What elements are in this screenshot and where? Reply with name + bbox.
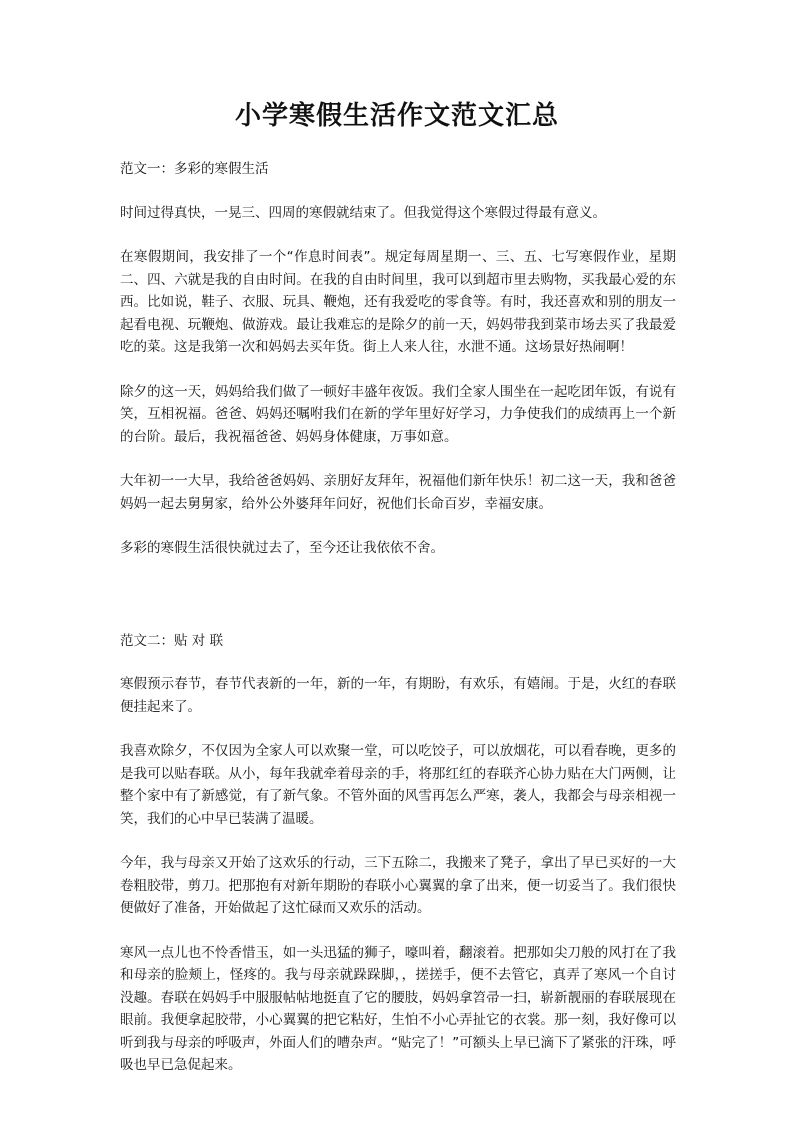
essay-one-paragraph: 在寒假期间，我安排了一个“作息时间表”。规定每周星期一、三、五、七写寒假作业，星期二、四、六就是我的自由时间。在我的自由时间里，我可以到超市里去购物，买我最心爱的东西。比如说，鞋子、衣服、玩具、鞭炮，还有我爱吃的零食等。有时，我还喜欢和别的朋友一起看电视、玩鞭炮、做游戏。最让我难忘的是除夕的前一天，妈妈带我到菜市场去买了我最爱吃的菜。这是我第一次和妈妈去买年货。街上人来人往，水泄不通。这场景好热闹啊！ (120, 249, 676, 355)
essay-two (120, 630, 676, 1077)
essay-two-paragraph: 寒风一点儿也不怜香惜玉，如一头迅猛的狮子，嚎叫着，翻滚着。把那如尖刀般的风打在了我和母亲的脸颊上，怪疼的。我与母亲就跺跺脚，，搓搓手，便不去管它，真弄了寒风一个自讨没趣。春联在妈妈手中服服帖帖地挺直了它的腰肢，妈妈拿笤帚一扫，崭新靓丽的春联展现在眼前。我便拿起胶带，小心翼翼的把它粘好，生怕不小心弄扯它的衣裳。那一刻，我好像可以听到我与母亲的呼吸声，外面人们的嘈杂声。“贴完了！”可额头上早已滴下了紧张的汗珠，呼吸也早已急促起来。 (120, 944, 676, 1073)
essay-two-paragraph: 今年，我与母亲又开始了这欢乐的行动，三下五除二，我搬来了凳子，拿出了早已买好的一大卷粗胶带，剪刀。把那抱有对新年期盼的春联小心翼翼的拿了出来，便一切妥当了。我们很快便做好了准备，开始做起了这忙碌而又欢乐的活动。 (120, 855, 676, 916)
essay-one-paragraph: 大年初一一大早，我给爸爸妈妈、亲朋好友拜年，祝福他们新年快乐！初二这一天，我和爸爸妈妈一起去舅舅家，给外公外婆拜年问好，祝他们长命百岁，幸福安康。 (120, 473, 676, 512)
document-title: 小学寒假生活作文范文汇总 (234, 101, 559, 131)
essay-two-paragraph: 寒假预示春节，春节代表新的一年，新的一年，有期盼，有欢乐，有嬉闹。于是，火红的春联便挂起来了。 (120, 676, 676, 715)
essay-two-heading: 范文二：贴 对 联 (120, 632, 224, 649)
section-gap (120, 582, 676, 630)
essay-two-paragraph: 我喜欢除夕，不仅因为全家人可以欢聚一堂，可以吃饺子，可以放烟花，可以看春晚，更多的是我可以贴春联。从小，每年我就牵着母亲的手，将那红红的春联齐心协力贴在大门两侧，让整个家中有了新感觉，有了新气象。不管外面的风雪再怎么严寒，袭人，我都会与母亲相视一笑，我们的心中早已装满了温暖。 (120, 743, 676, 827)
essay-one-paragraph: 除夕的这一天，妈妈给我们做了一顿好丰盛年夜饭。我们全家人围坐在一起吃团年饭，有说有笑，互相祝福。爸爸、妈妈还嘱咐我们在新的学年里好好学习，力争使我们的成绩再上一个新的台阶。最后，我祝福爸爸、妈妈身体健康，万事如意。 (120, 383, 676, 445)
document-body (120, 158, 676, 1099)
essay-one-heading: 范文一：多彩的寒假生活 (120, 161, 269, 177)
essay-one-paragraph: 时间过得真快，一晃三、四周的寒假就结束了。但我觉得这个寒假过得最有意义。 (120, 204, 606, 221)
essay-one (120, 158, 676, 560)
essay-one-paragraph: 多彩的寒假生活很快就过去了，至今还让我依依不舍。 (120, 540, 444, 556)
